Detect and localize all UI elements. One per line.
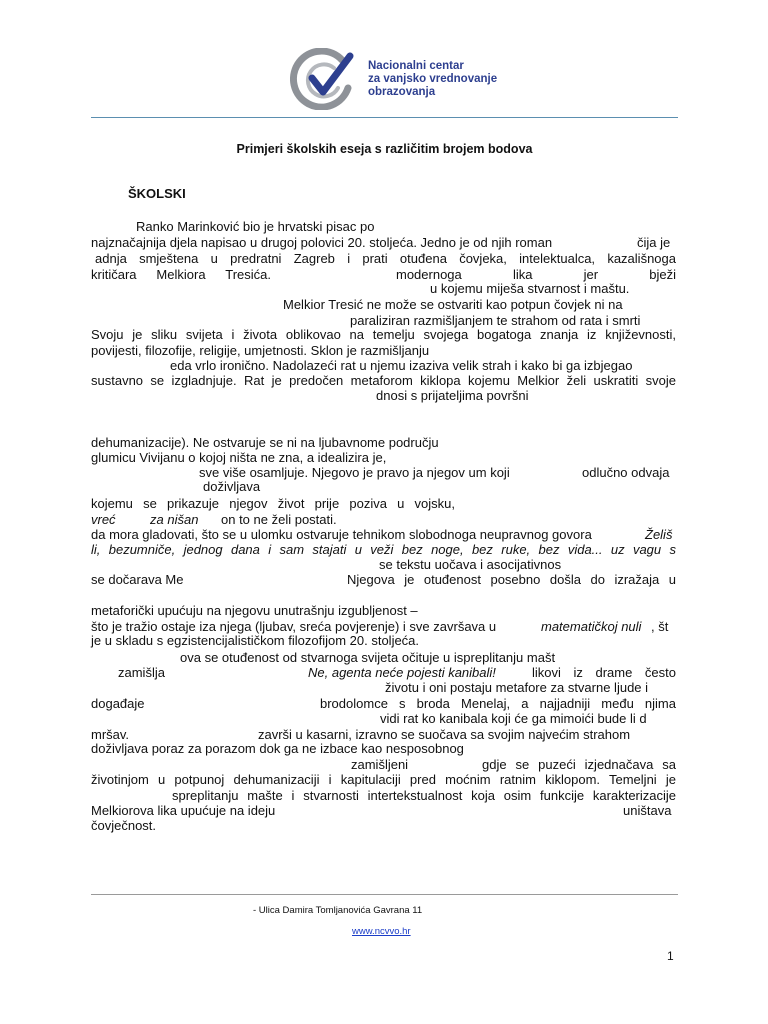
text-line: čovječnost. bbox=[91, 818, 157, 833]
text-line: životinjom u potpunoj dehumanizaciji i kapitulaciji pred moćnim ratnim kiklopom. Temeljni je bbox=[91, 772, 676, 787]
org-line: obrazovanja bbox=[368, 86, 436, 98]
text-line: paraliziran razmišljanjem te strahom od rata i smrti bbox=[350, 313, 641, 328]
text-line: glumicu Vivijanu o kojoj ništa ne zna, a idealizira je, bbox=[91, 450, 387, 465]
text-line: kritičara Melkiora Tresića. bbox=[91, 267, 271, 282]
organization-name bbox=[368, 60, 497, 99]
text-line: doživljava poraz za porazom dok ga ne izbace kao nesposobnog bbox=[91, 741, 464, 756]
text-line: brodolomce s broda Menelaj, a najjadniji među njima bbox=[320, 696, 676, 711]
text-line: vreć bbox=[91, 512, 116, 527]
text-line: eda vrlo ironično. Nadolazeći rat u njemu izaziva velik strah i kako bi ga izbjegao bbox=[170, 358, 633, 373]
text-line: matematičkoj nuli bbox=[541, 619, 642, 634]
text-line: dehumanizacije). Ne ostvaruje se ni na ljubavnome području bbox=[91, 435, 439, 450]
text-line: Melkiorova lika upućuje na ideju bbox=[91, 803, 276, 818]
text-line: adnja smještena u predratni Zagreb i prati otuđena čovjeka, intelektualca, kazališnoga bbox=[95, 251, 676, 266]
text-line: mršav. bbox=[91, 727, 130, 742]
text-line: zamišlja bbox=[118, 665, 165, 680]
text-line: što je tražio ostaje iza njega (ljubav, sreća povjerenje) i sve završava u bbox=[91, 619, 497, 634]
text-line: završi u kasarni, izravno se suočava sa svojim najvećim strahom bbox=[258, 727, 631, 742]
text-line: događaje bbox=[91, 696, 145, 711]
page-number: 1 bbox=[667, 949, 674, 963]
text-line: odlučno odvaja bbox=[582, 465, 670, 480]
org-line: za vanjsko vrednovanje bbox=[368, 73, 498, 85]
text-line: životu i oni postaju metafore za stvarne ljude i bbox=[385, 680, 649, 695]
text-line: uništava bbox=[623, 803, 672, 818]
text-line: Ne, agenta neće pojesti kanibali! bbox=[308, 665, 496, 680]
text-line: Svoju je sliku svijeta i života oblikovao na temelju svojega bogatoga znanja iz književnosti, bbox=[91, 327, 676, 342]
text-line: gdje se puzeći izjednačava sa bbox=[482, 757, 676, 772]
text-line: da mora gladovati, što se u ulomku ostvaruje tehnikom slobodnoga neupravnog govora bbox=[91, 527, 592, 542]
text-line: metaforički upućuju na njegovu unutrašnju izgubljenost – bbox=[91, 603, 418, 618]
section-heading: ŠKOLSKI bbox=[128, 186, 186, 201]
text-line: li, bezumniče, jednog dana i sam stajati u veži bez noge, bez ruke, bez vida... uz vagu s bbox=[91, 542, 676, 557]
org-line: Nacionalni centar bbox=[368, 60, 464, 72]
text-line: doživljava bbox=[203, 479, 261, 494]
footer-divider bbox=[91, 894, 678, 895]
text-line: likovi iz drame često bbox=[532, 665, 676, 680]
text-line: zamišljeni bbox=[351, 757, 409, 772]
text-line: u kojemu miješa stvarnost i maštu. bbox=[430, 281, 630, 296]
text-line: , št bbox=[651, 619, 669, 634]
header-divider bbox=[91, 117, 678, 118]
text-line: povijesti, filozofije, religije, umjetnosti. Sklon je razmišljanju bbox=[91, 343, 430, 358]
text-line: najznačajnija djela napisao u drugoj polovici 20. stoljeća. Jedno je od njih roman bbox=[91, 235, 553, 250]
text-line: Njegova je otuđenost posebno došla do izražaja u bbox=[347, 572, 676, 587]
text-line: dnosi s prijateljima površni bbox=[376, 388, 529, 403]
text-line: kojemu se prikazuje njegov život prije poziva u vojsku, bbox=[91, 496, 455, 511]
text-line: se tekstu uočava i asocijativnos bbox=[379, 557, 562, 572]
text-line: spreplitanju mašte i stvarnosti intertekstualnost koja osim funkcije karakterizacije bbox=[172, 788, 676, 803]
text-line: se dočarava Me bbox=[91, 572, 184, 587]
text-line: Melkior Tresić ne može se ostvariti kao potpun čovjek ni na bbox=[283, 297, 623, 312]
text-line: vidi rat ko kanibala koji će ga mimoići bude li d bbox=[380, 711, 647, 726]
footer-address: - Ulica Damira Tomljanovića Gavrana 11 bbox=[253, 905, 423, 916]
text-line: za nišan bbox=[150, 512, 199, 527]
page-title: Primjeri školskih eseja s različitim brojem bodova bbox=[236, 142, 533, 156]
ncvvo-logo-icon bbox=[290, 48, 360, 110]
text-line: sustavno se izgladnjuje. Rat je predočen metaforom kiklopa kojemu Melkior želi uskratiti svoje bbox=[91, 373, 676, 388]
text-line: ova se otuđenost od stvarnoga svijeta očituje u ispreplitanju mašt bbox=[180, 650, 556, 665]
text-line: je u skladu s egzistencijalističkom filozofijom 20. stoljeća. bbox=[91, 633, 420, 648]
text-line: Želiš bbox=[645, 527, 673, 542]
text-line: čija je bbox=[637, 235, 671, 250]
website-link[interactable]: www.ncvvo.hr bbox=[352, 926, 411, 937]
text-line: Ranko Marinković bio je hrvatski pisac po bbox=[136, 219, 375, 234]
text-line: on to ne želi postati. bbox=[221, 512, 337, 527]
text-line: sve više osamljuje. Njegovo je pravo ja njegov um koji bbox=[199, 465, 510, 480]
text-line: modernoga lika jer bježi bbox=[396, 267, 676, 282]
